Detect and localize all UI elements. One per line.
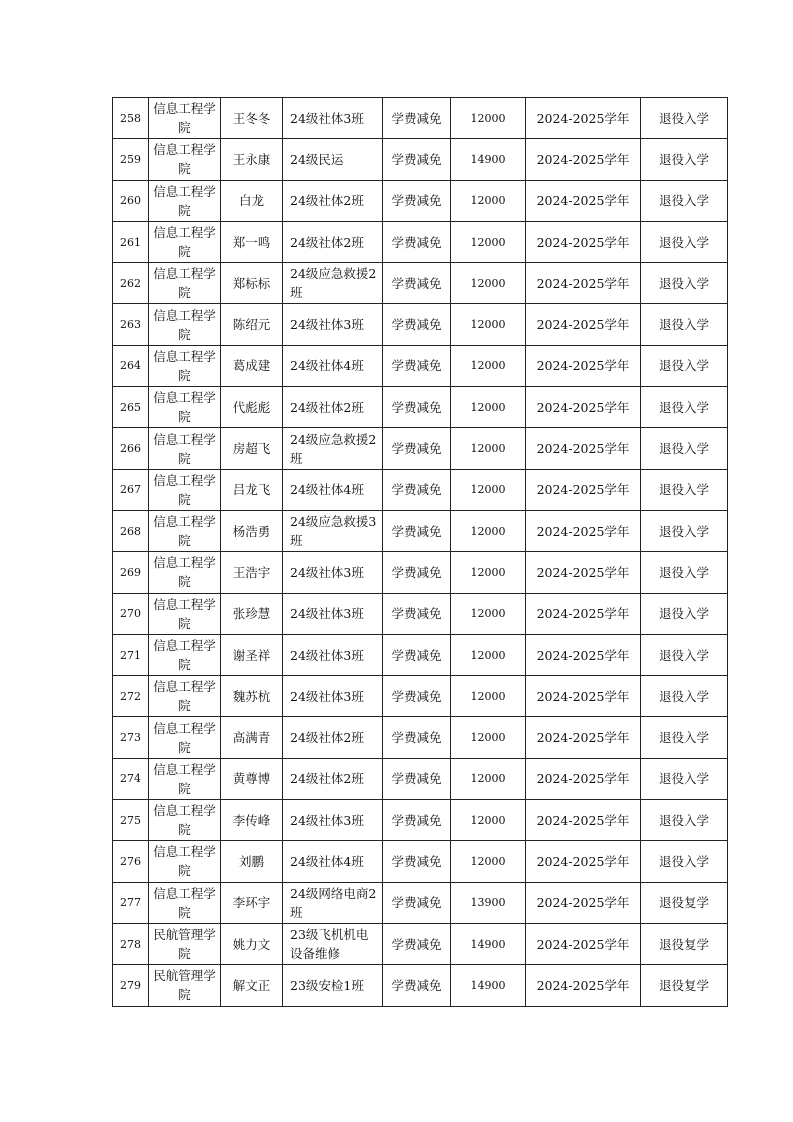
college-cell: 信息工程学院 [149,139,221,180]
index-cell: 266 [113,428,149,469]
college-cell: 信息工程学院 [149,758,221,799]
index-cell: 269 [113,552,149,593]
college-cell: 信息工程学院 [149,469,221,510]
reason-cell: 退役入学 [641,552,728,593]
index-cell: 267 [113,469,149,510]
index-cell: 268 [113,510,149,551]
table-row [113,634,728,675]
index-cell: 260 [113,180,149,221]
class-cell: 24级社体4班 [283,469,383,510]
name-cell: 陈绍元 [221,304,283,345]
amount-cell: 14900 [451,139,526,180]
college-cell: 民航管理学院 [149,965,221,1006]
subsidy-table [112,97,728,1007]
name-cell: 白龙 [221,180,283,221]
reason-cell: 退役入学 [641,593,728,634]
type-cell: 学费减免 [383,510,451,551]
type-cell: 学费减免 [383,965,451,1006]
college-cell: 信息工程学院 [149,304,221,345]
reason-cell: 退役入学 [641,387,728,428]
amount-cell: 12000 [451,800,526,841]
reason-cell: 退役入学 [641,428,728,469]
name-cell: 黄尊博 [221,758,283,799]
index-cell: 274 [113,758,149,799]
year-cell: 2024-2025学年 [526,263,641,304]
reason-cell: 退役入学 [641,717,728,758]
name-cell: 魏苏杭 [221,676,283,717]
table-row [113,345,728,386]
name-cell: 吕龙飞 [221,469,283,510]
college-cell: 信息工程学院 [149,387,221,428]
year-cell: 2024-2025学年 [526,469,641,510]
table-row [113,469,728,510]
reason-cell: 退役入学 [641,841,728,882]
table-row [113,593,728,634]
amount-cell: 13900 [451,882,526,923]
reason-cell: 退役入学 [641,263,728,304]
class-cell: 24级社体2班 [283,387,383,428]
college-cell: 信息工程学院 [149,510,221,551]
college-cell: 信息工程学院 [149,263,221,304]
class-cell: 24级应急救援3班 [283,510,383,551]
reason-cell: 退役入学 [641,180,728,221]
name-cell: 解文正 [221,965,283,1006]
type-cell: 学费减免 [383,800,451,841]
index-cell: 263 [113,304,149,345]
year-cell: 2024-2025学年 [526,676,641,717]
college-cell: 民航管理学院 [149,923,221,964]
type-cell: 学费减免 [383,758,451,799]
reason-cell: 退役入学 [641,221,728,262]
amount-cell: 12000 [451,717,526,758]
reason-cell: 退役入学 [641,800,728,841]
college-cell: 信息工程学院 [149,717,221,758]
index-cell: 265 [113,387,149,428]
college-cell: 信息工程学院 [149,345,221,386]
reason-cell: 退役入学 [641,634,728,675]
type-cell: 学费减免 [383,717,451,758]
index-cell: 259 [113,139,149,180]
type-cell: 学费减免 [383,180,451,221]
reason-cell: 退役入学 [641,758,728,799]
table-row [113,552,728,593]
index-cell: 273 [113,717,149,758]
name-cell: 谢圣祥 [221,634,283,675]
index-cell: 258 [113,98,149,139]
college-cell: 信息工程学院 [149,800,221,841]
year-cell: 2024-2025学年 [526,841,641,882]
reason-cell: 退役入学 [641,510,728,551]
year-cell: 2024-2025学年 [526,139,641,180]
table-row [113,221,728,262]
table-row [113,882,728,923]
class-cell: 24级应急救援2班 [283,263,383,304]
amount-cell: 12000 [451,593,526,634]
table-row [113,800,728,841]
index-cell: 275 [113,800,149,841]
amount-cell: 12000 [451,98,526,139]
class-cell: 24级社体2班 [283,221,383,262]
year-cell: 2024-2025学年 [526,221,641,262]
amount-cell: 12000 [451,221,526,262]
amount-cell: 12000 [451,428,526,469]
table-row [113,428,728,469]
type-cell: 学费减免 [383,552,451,593]
table-row [113,180,728,221]
index-cell: 278 [113,923,149,964]
type-cell: 学费减免 [383,923,451,964]
index-cell: 276 [113,841,149,882]
type-cell: 学费减免 [383,98,451,139]
year-cell: 2024-2025学年 [526,345,641,386]
index-cell: 271 [113,634,149,675]
name-cell: 郑一鸣 [221,221,283,262]
type-cell: 学费减免 [383,428,451,469]
year-cell: 2024-2025学年 [526,923,641,964]
name-cell: 房超飞 [221,428,283,469]
reason-cell: 退役入学 [641,304,728,345]
table-row [113,263,728,304]
name-cell: 郑标标 [221,263,283,304]
name-cell: 张珍慧 [221,593,283,634]
class-cell: 24级民运 [283,139,383,180]
college-cell: 信息工程学院 [149,221,221,262]
index-cell: 272 [113,676,149,717]
class-cell: 24级社体3班 [283,676,383,717]
type-cell: 学费减免 [383,676,451,717]
name-cell: 代彪彪 [221,387,283,428]
amount-cell: 12000 [451,387,526,428]
year-cell: 2024-2025学年 [526,98,641,139]
class-cell: 24级社体2班 [283,758,383,799]
index-cell: 270 [113,593,149,634]
reason-cell: 退役复学 [641,923,728,964]
type-cell: 学费减免 [383,221,451,262]
year-cell: 2024-2025学年 [526,552,641,593]
table-row [113,139,728,180]
index-cell: 279 [113,965,149,1006]
name-cell: 王永康 [221,139,283,180]
reason-cell: 退役复学 [641,882,728,923]
name-cell: 葛成建 [221,345,283,386]
year-cell: 2024-2025学年 [526,882,641,923]
class-cell: 24级社体3班 [283,593,383,634]
type-cell: 学费减免 [383,593,451,634]
name-cell: 李传峰 [221,800,283,841]
name-cell: 李环宇 [221,882,283,923]
college-cell: 信息工程学院 [149,841,221,882]
name-cell: 王浩宇 [221,552,283,593]
amount-cell: 12000 [451,841,526,882]
year-cell: 2024-2025学年 [526,965,641,1006]
amount-cell: 12000 [451,634,526,675]
name-cell: 杨浩勇 [221,510,283,551]
amount-cell: 12000 [451,676,526,717]
table-row [113,304,728,345]
table-row [113,758,728,799]
table-row [113,923,728,964]
class-cell: 24级社体3班 [283,634,383,675]
college-cell: 信息工程学院 [149,552,221,593]
name-cell: 王冬冬 [221,98,283,139]
college-cell: 信息工程学院 [149,882,221,923]
amount-cell: 12000 [451,758,526,799]
class-cell: 24级应急救援2班 [283,428,383,469]
table-row [113,676,728,717]
college-cell: 信息工程学院 [149,180,221,221]
reason-cell: 退役复学 [641,965,728,1006]
amount-cell: 12000 [451,304,526,345]
amount-cell: 12000 [451,552,526,593]
class-cell: 24级社体3班 [283,800,383,841]
year-cell: 2024-2025学年 [526,180,641,221]
table-row [113,510,728,551]
amount-cell: 14900 [451,965,526,1006]
class-cell: 24级社体2班 [283,717,383,758]
year-cell: 2024-2025学年 [526,387,641,428]
class-cell: 24级社体3班 [283,552,383,593]
class-cell: 24级社体3班 [283,304,383,345]
name-cell: 高满青 [221,717,283,758]
table-row [113,965,728,1006]
type-cell: 学费减免 [383,304,451,345]
type-cell: 学费减免 [383,634,451,675]
year-cell: 2024-2025学年 [526,800,641,841]
table-row [113,841,728,882]
name-cell: 刘鹏 [221,841,283,882]
reason-cell: 退役入学 [641,345,728,386]
college-cell: 信息工程学院 [149,428,221,469]
index-cell: 262 [113,263,149,304]
table-row [113,98,728,139]
table-row [113,717,728,758]
year-cell: 2024-2025学年 [526,717,641,758]
index-cell: 264 [113,345,149,386]
class-cell: 23级飞机机电设备维修 [283,923,383,964]
class-cell: 24级社体4班 [283,345,383,386]
table-row [113,387,728,428]
class-cell: 24级社体2班 [283,180,383,221]
class-cell: 23级安检1班 [283,965,383,1006]
year-cell: 2024-2025学年 [526,758,641,799]
amount-cell: 12000 [451,345,526,386]
table-body [113,98,728,1007]
year-cell: 2024-2025学年 [526,634,641,675]
class-cell: 24级社体3班 [283,98,383,139]
name-cell: 姚力文 [221,923,283,964]
year-cell: 2024-2025学年 [526,510,641,551]
type-cell: 学费减免 [383,387,451,428]
type-cell: 学费减免 [383,882,451,923]
reason-cell: 退役入学 [641,139,728,180]
year-cell: 2024-2025学年 [526,428,641,469]
class-cell: 24级网络电商2班 [283,882,383,923]
amount-cell: 14900 [451,923,526,964]
class-cell: 24级社体4班 [283,841,383,882]
amount-cell: 12000 [451,469,526,510]
index-cell: 277 [113,882,149,923]
reason-cell: 退役入学 [641,469,728,510]
college-cell: 信息工程学院 [149,593,221,634]
year-cell: 2024-2025学年 [526,304,641,345]
reason-cell: 退役入学 [641,676,728,717]
college-cell: 信息工程学院 [149,634,221,675]
type-cell: 学费减免 [383,345,451,386]
year-cell: 2024-2025学年 [526,593,641,634]
index-cell: 261 [113,221,149,262]
type-cell: 学费减免 [383,263,451,304]
college-cell: 信息工程学院 [149,98,221,139]
amount-cell: 12000 [451,263,526,304]
college-cell: 信息工程学院 [149,676,221,717]
type-cell: 学费减免 [383,841,451,882]
amount-cell: 12000 [451,180,526,221]
amount-cell: 12000 [451,510,526,551]
type-cell: 学费减免 [383,469,451,510]
reason-cell: 退役入学 [641,98,728,139]
type-cell: 学费减免 [383,139,451,180]
